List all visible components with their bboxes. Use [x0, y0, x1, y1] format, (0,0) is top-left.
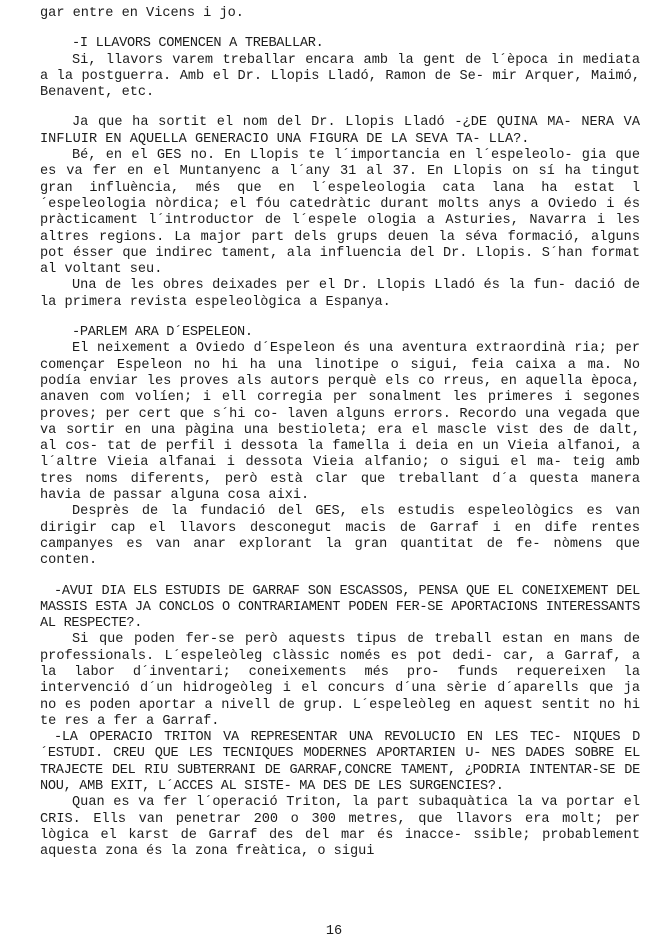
answer-paragraph: Quan es va fer l´operació Triton, la part subaquàtica la va portar el CRIS. Ells van penetrar 200 o 300 metres, que llavors era molt; per lògica el karst de Garraf des del mar és inacce- ssible; probablement aquesta zona és la zona freàtica, o sigui [40, 795, 640, 860]
question-paragraph: -LA OPERACIO TRITON VA REPRESENTAR UNA REVOLUCIO EN LES TEC- NIQUES D´ESTUDI. CREU QUE LES TECNIQUES MODERNES APORTARIEN U- NES DADES SOBRE EL TRAJECTE DEL RIU SUBTERRANI DE GARRAF,CONCRE TAMENT, ¿PODRIA INTENTAR-SE DE NOU, AMB EXIT, L´ACCES AL SISTE- MA DES DE LES SURGENCIES?. [40, 730, 640, 795]
answer-paragraph: Si, llavors varem treballar encara amb la gent de l´època in mediata a la postguerra. Amb el Dr. Llopis Lladó, Ramon de Se- mir Arquer, Maimó, Benavent, etc. [40, 52, 640, 101]
document-page [40, 6, 640, 861]
question-heading: -PARLEM ARA D´ESPELEON. [72, 325, 253, 341]
answer-paragraph: Si que poden fer-se però aquests tipus de treball estan en mans de professionals. L´espeleòleg clàssic només es pot dedi- car, a Garraf, a la labor d´inventari; coneixements més pro- funds requereixen la intervenció d´un hidrogeòleg i el concurs d´una sèrie d´aparells que ja no es poden aportar a nivell de grup. L´espeleòleg en aquest sentit no hi te res a fer a Garraf. [40, 632, 640, 729]
paragraph-continuation: gar entre en Vicens i jo. [40, 6, 244, 21]
question-heading: -I LLAVORS COMENCEN A TREBALLAR. [72, 36, 324, 52]
page-number: 16 [325, 924, 343, 939]
question-paragraph: Ja que ha sortit el nom del Dr. Llopis Lladó -¿DE QUINA MA- NERA VA INFLUIR EN AQUELLA GENERACIO UNA FIGURA DE LA SEVA TA- LLA?. [40, 115, 640, 147]
answer-paragraph: Bé, en el GES no. En Llopis te l´importancia en l´espeleolo- gia que es va fer en el Muntanyenc a l´any 31 al 37. En Llopis on sí ha tingut gran influència, més que en l´espeleologia cata lana ha estat l´espeleologia nòrdica; el fóu catedràtic durant molts anys a Oviedo i és pràcticament l´introductor de l´espele ologia a Asturies, Navarra i les altres regions. La major part dels grups deuen la séva formació, alguns pot ésser que indirec tament, ala influencia del Dr. Llopis. S´han format al voltant seu. [40, 148, 640, 278]
question-paragraph: -AVUI DIA ELS ESTUDIS DE GARRAF SON ESCASSOS, PENSA QUE EL CONEIXEMENT DEL MASSIS ESTA JA CONCLOS O CONTRARIAMENT PODEN FER-SE APORTACIONS INTERESSANTS AL RESPECTE?. [40, 583, 640, 632]
answer-paragraph: Una de les obres deixades per el Dr. Llopis Lladó és la fun- dació de la primera revista espeleològica a Espanya. [40, 278, 640, 310]
answer-paragraph: Desprès de la fundació del GES, els estudis espeleològics es van dirigir cap el llavors desconegut macis de Garraf i en dife rentes campanyes es van anar explorant la gran quantitat de fe- nòmens que conten. [40, 504, 640, 569]
answer-paragraph: El neixement a Oviedo d´Espeleon és una aventura extraordinà ria; per començar Espeleon no hi ha una linotipe o sigui, feia caixa a ma. No podía enviar les proves als autors perquè els co rreus, en aquella època, anaven com volíen; i ell corregia per sonalment les primeres i segones proves; per cert que s´hi co- laven alguns errors. Recordo una vegada que va sortir en una pàgina una bestioleta; era el mascle vist des de dalt, al cos- tat de perfil i dessota la famella i deia en un Vieia alfanoi, a l´altre Vieia alfanai i dessota Vieia alfanio; o sigui el ma- teig amb tres noms diferents, però està clar que treballant d´a questa manera havia de passar alguna cosa aixi. [40, 341, 640, 504]
